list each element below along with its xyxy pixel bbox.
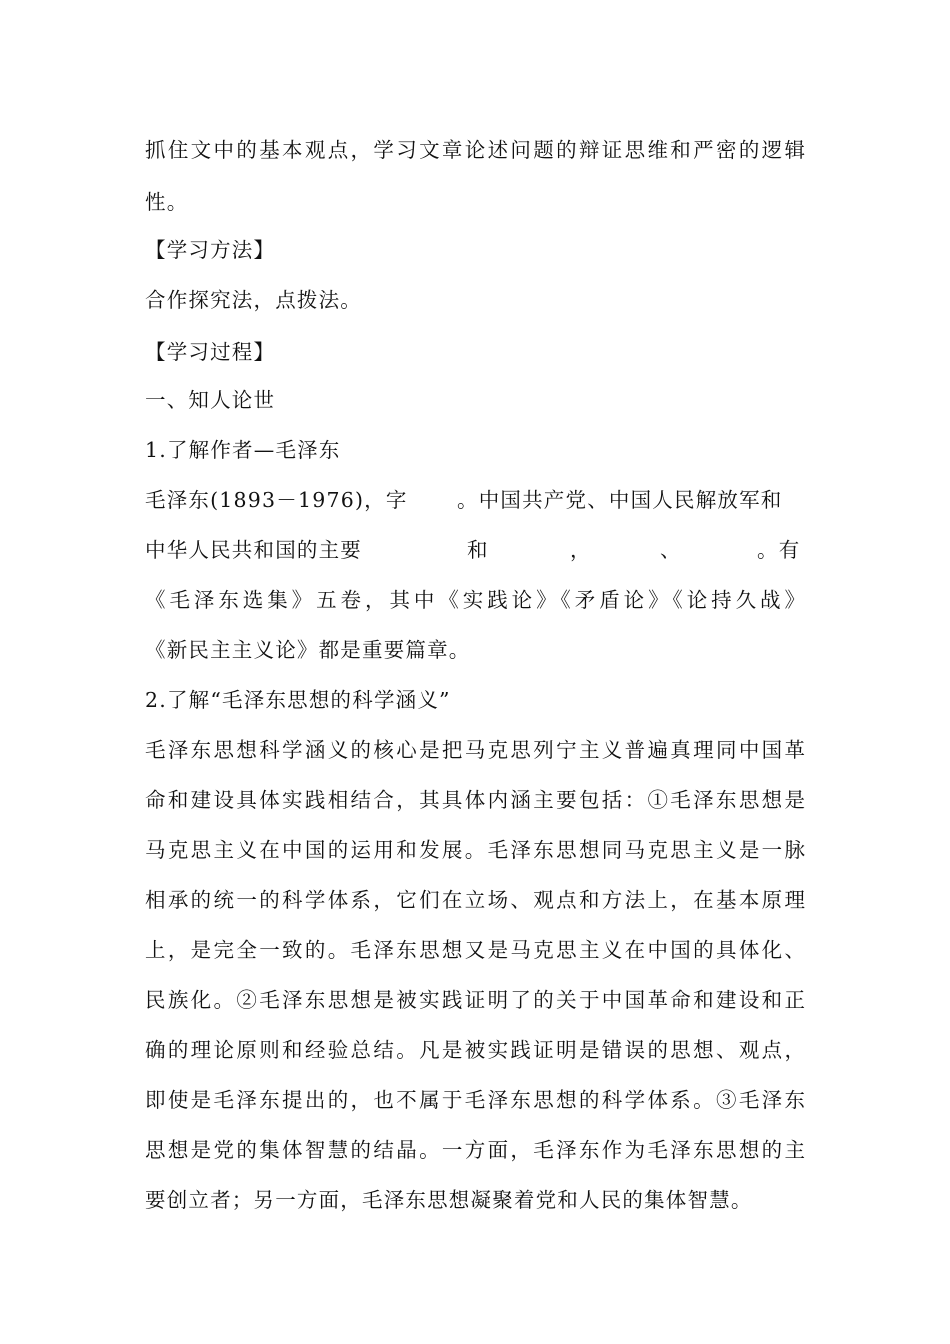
body-line-3: 马克思主义在中国的运用和发展。毛泽东思想同马克思主义是一脉 [145,838,805,862]
author-line-2-part-a: 中华人民共和国的主要 [145,538,362,562]
process-heading: 【学习过程】 [145,340,276,364]
author-line-2-part-c: ， [570,538,592,562]
item2-title: 2.了解“毛泽东思想的科学涵义” [145,688,451,712]
author-line-2-part-b: 和 [467,538,489,562]
method-text: 合作探究法，点拨法。 [145,288,362,312]
body-line-8: 即使是毛泽东提出的，也不属于毛泽东思想的科学体系。③毛泽东 [145,1088,805,1112]
intro-line-2: 性。 [145,190,189,214]
body-line-2: 命和建设具体实践相结合，其具体内涵主要包括：①毛泽东思想是 [145,788,805,812]
body-line-1: 毛泽东思想科学涵义的核心是把马克思列宁主义普遍真理同中国革 [145,738,805,762]
body-line-6: 民族化。②毛泽东思想是被实践证明了的关于中国革命和建设和正 [145,988,805,1012]
body-line-4: 相承的统一的科学体系，它们在立场、观点和方法上，在基本原理 [145,888,805,912]
method-heading: 【学习方法】 [145,238,276,262]
body-line-7: 确的理论原则和经验总结。凡是被实践证明是错误的思想、观点， [145,1038,805,1062]
author-line-2-part-e: 。有 [757,538,801,562]
author-line-1-part-b: 。中国共产党、中国人民解放军和 [457,488,783,512]
author-line-1 [145,486,805,514]
body-line-5: 上，是完全一致的。毛泽东思想又是马克思主义在中国的具体化、 [145,938,805,962]
section-one-heading: 一、知人论世 [145,388,276,412]
intro-line-1: 抓住文中的基本观点，学习文章论述问题的辩证思维和严密的逻辑 [145,138,805,162]
works-line-1: 《毛泽东选集》五卷，其中《实践论》《矛盾论》《论持久战》 [145,588,805,612]
author-line-2-part-d: 、 [660,538,682,562]
body-line-9: 思想是党的集体智慧的结晶。一方面，毛泽东作为毛泽东思想的主 [145,1138,805,1162]
author-line-2 [145,536,805,564]
body-line-10: 要创立者；另一方面，毛泽东思想凝聚着党和人民的集体智慧。 [145,1188,753,1212]
works-line-2: 《新民主主义论》都是重要篇章。 [145,638,471,662]
author-line-1-part-a: 毛泽东(1893－1976)，字 [145,488,408,512]
item1-title: 1.了解作者—毛泽东 [145,438,341,462]
